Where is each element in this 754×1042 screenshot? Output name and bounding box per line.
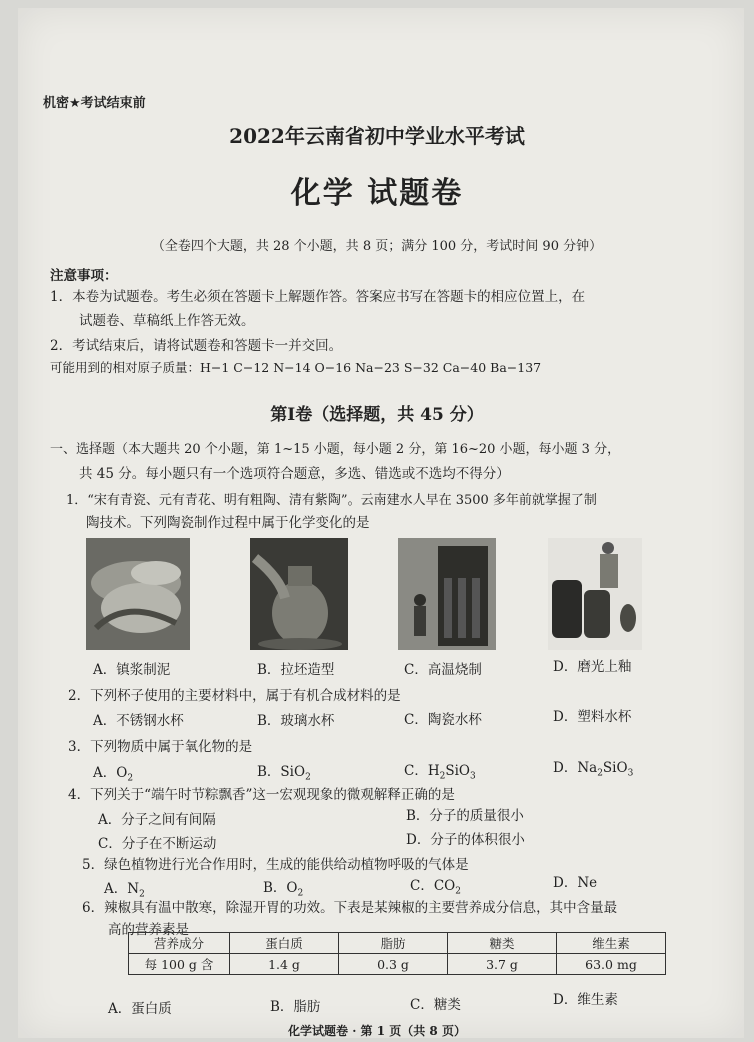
table-header-cell: 糖类: [448, 933, 557, 954]
subject-title: 化学 试题卷: [290, 176, 464, 211]
q1-image-b: [250, 538, 348, 650]
table-header-row: [129, 933, 666, 954]
q1-option-c: C．高温烧制: [404, 662, 482, 678]
q4-option-a: A．分子之间有间隔: [98, 812, 216, 828]
q4-option-c: C．分子在不断运动: [98, 836, 217, 852]
q1-option-b: B．拉坯造型: [257, 662, 335, 678]
table-header-cell: 蛋白质: [230, 933, 339, 954]
q6-option-a: A．蛋白质: [108, 1001, 172, 1017]
section-instructions-2: 共 45 分。每小题只有一个选项符合题意，多选、错选或不选均不得分）: [79, 466, 510, 482]
q6-stem-2: 高的营养素是: [108, 922, 189, 938]
q4-stem: 4．下列关于“端午时节粽飘香”这一宏观现象的微观解释正确的是: [68, 787, 455, 803]
q3-option-b: B．SiO$_2$: [257, 764, 311, 783]
q1-image-a: [86, 538, 190, 650]
q6-option-b: B．脂肪: [270, 999, 321, 1015]
q5-option-b: B．$O_2$: [263, 880, 304, 899]
table-header-cell: 营养成分: [129, 933, 230, 954]
q3-option-a: A．$O_2$: [93, 765, 134, 784]
q6-stem-1: 6．辣椒具有温中散寒，除湿开胃的功效。下表是某辣椒的主要营养成分信息，其中含量最: [82, 900, 618, 916]
q1-stem-1: 1．“宋有青瓷、元有青花、明有粗陶、清有紫陶”。云南建水人早在 3500 多年前就掌握了制: [66, 493, 597, 508]
q1-image-d: [548, 538, 642, 650]
q1-image-c: [398, 538, 496, 650]
q2-option-c: C．陶瓷水杯: [404, 712, 482, 728]
exam-title: 2022年云南省初中学业水平考试: [229, 124, 525, 148]
table-cell: 63.0 mg: [557, 954, 666, 975]
q5-option-a: A．$N_2$: [104, 881, 145, 900]
notes-heading: 注意事项：: [50, 268, 118, 284]
nutrition-table: [128, 932, 666, 975]
exam-info: （全卷四个大题，共 28 个小题，共 8 页；满分 100 分，考试时间 90 分钟）: [151, 239, 603, 254]
q2-option-d: D．塑料水杯: [553, 709, 632, 725]
confidential-label: 机密★考试结束前: [43, 96, 146, 111]
table-cell: 1.4 g: [230, 954, 339, 975]
q4-option-d: D．分子的体积很小: [406, 832, 525, 848]
q5-stem: 5．绿色植物进行光合作用时，生成的能供给动植物呼吸的气体是: [82, 857, 469, 873]
note-1b: 试题卷、草稿纸上作答无效。: [79, 313, 255, 329]
q4-option-b: B．分子的质量很小: [406, 808, 524, 824]
atomic-masses: 可能用到的相对原子质量：H−1 C−12 N−14 O−16 Na−23 S−32 Ca−40 Ba−137: [50, 360, 542, 375]
table-header-cell: 脂肪: [339, 933, 448, 954]
q2-option-b: B．玻璃水杯: [257, 713, 335, 729]
q1-option-d: D．磨光上釉: [553, 659, 632, 675]
table-header-cell: 维生素: [557, 933, 666, 954]
q5-option-d: D．Ne: [553, 875, 598, 891]
table-row: [129, 954, 666, 975]
q6-option-d: D．维生素: [553, 992, 618, 1008]
note-2: 2．考试结束后，请将试题卷和答题卡一并交回。: [50, 338, 343, 354]
q1-option-a: A．镇浆制泥: [93, 662, 171, 678]
q3-stem: 3．下列物质中属于氧化物的是: [68, 739, 253, 755]
page-footer: 化学试题卷 · 第 1 页（共 8 页）: [288, 1024, 466, 1038]
q2-option-a: A．不锈钢水杯: [93, 713, 184, 729]
section-instructions-1: 一、选择题（本大题共 20 个小题，第 1~15 小题，每小题 2 分，第 16~20 小题，每小题 3 分，: [50, 442, 621, 457]
section-title: 第Ⅰ卷（选择题，共 45 分）: [270, 405, 484, 425]
q2-stem: 2．下列杯子使用的主要材料中，属于有机合成材料的是: [68, 688, 401, 704]
table-cell: 3.7 g: [448, 954, 557, 975]
note-1a: 1．本卷为试题卷。考生必须在答题卡上解题作答。答案应书写在答题卡的相应位置上，在: [50, 289, 586, 305]
q3-option-d: D．$Na_2SiO_3$: [553, 760, 634, 779]
table-cell: 0.3 g: [339, 954, 448, 975]
q5-option-c: C．$CO_2$: [410, 878, 461, 897]
table-cell: 每 100 g 含: [129, 954, 230, 975]
q1-stem-2: 陶技术。下列陶瓷制作过程中属于化学变化的是: [86, 515, 370, 531]
q6-option-c: C．糖类: [410, 997, 461, 1013]
q3-option-c: C．$H_2SiO_3$: [404, 763, 476, 782]
